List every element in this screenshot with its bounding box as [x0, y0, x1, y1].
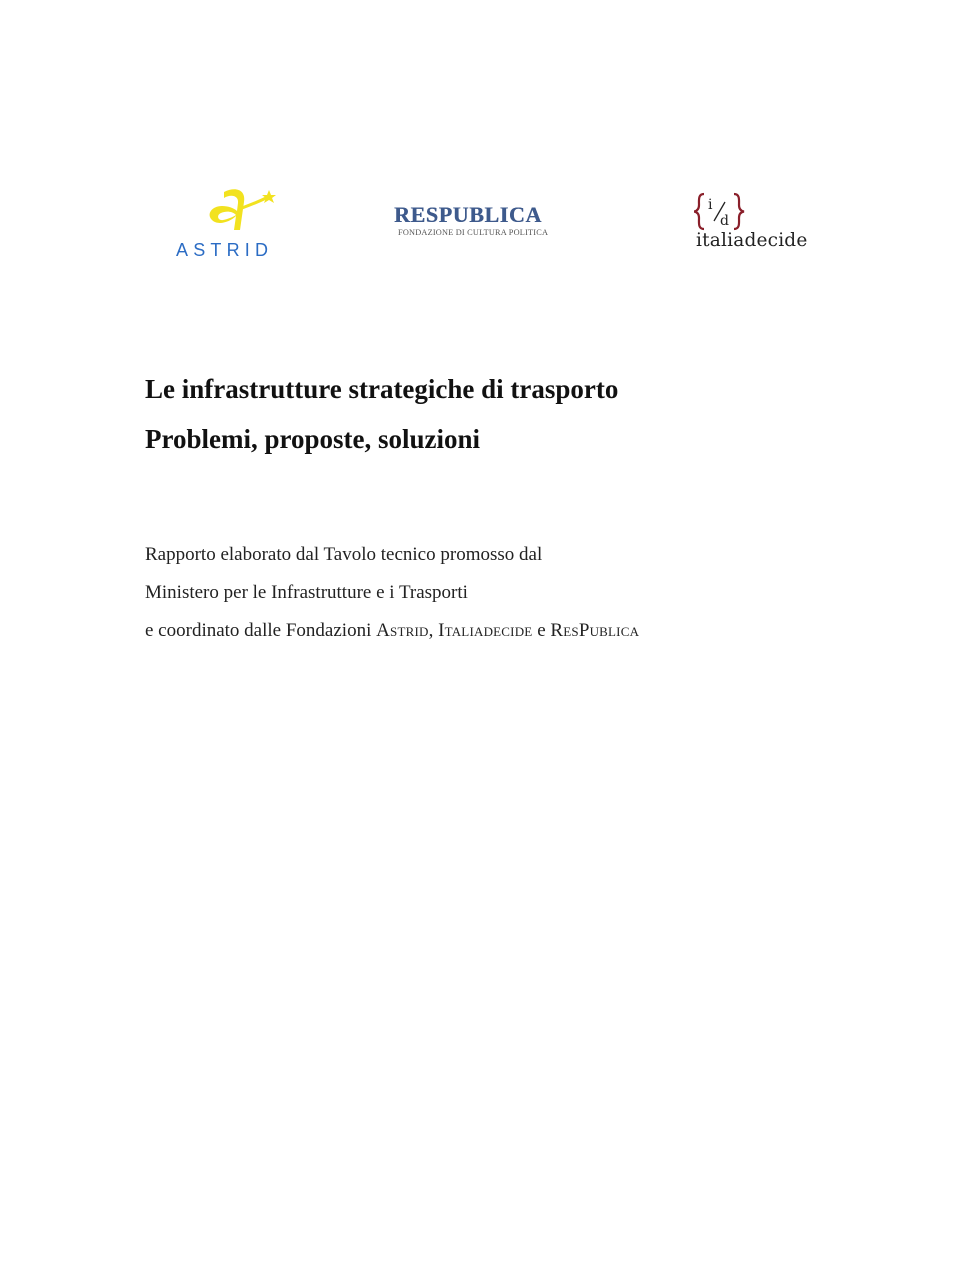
italiadecide-wordmark: italiadecide	[696, 230, 808, 251]
italiadecide-brace-icon	[694, 192, 754, 232]
separator-1: ,	[428, 620, 439, 641]
italiadecide-logo	[694, 192, 824, 262]
report-line-3-prefix: e coordinato dalle Fondazioni	[145, 620, 377, 641]
respublica-wordmark: RESPUBLICA	[394, 202, 542, 227]
respublica-tagline: FONDAZIONE DI CULTURA POLITICA	[398, 228, 549, 237]
report-line-2: Ministero per le Infrastrutture e i Trasporti	[145, 582, 468, 603]
title-line-1: Le infrastrutture strategiche di trasporto	[145, 374, 619, 404]
italiadecide-mark-d: d	[720, 213, 729, 229]
astrid-mark-icon	[206, 186, 280, 234]
astrid-logo	[170, 186, 290, 266]
report-line-1: Rapporto elaborato dal Tavolo tecnico promosso dal	[145, 544, 543, 565]
foundation-italiadecide: Italiadecide	[438, 620, 533, 641]
separator-2: e	[532, 620, 551, 641]
italiadecide-mark-i: i	[708, 197, 713, 213]
astrid-wordmark: ASTRID	[176, 240, 274, 260]
foundation-astrid: Astrid	[376, 620, 429, 641]
report-description	[145, 536, 639, 650]
title-line-2: Problemi, proposte, soluzioni	[145, 424, 481, 454]
foundation-respublica: ResPublica	[550, 620, 640, 641]
report-line-3	[145, 612, 639, 650]
respublica-logo	[394, 203, 594, 243]
document-title	[145, 364, 618, 464]
